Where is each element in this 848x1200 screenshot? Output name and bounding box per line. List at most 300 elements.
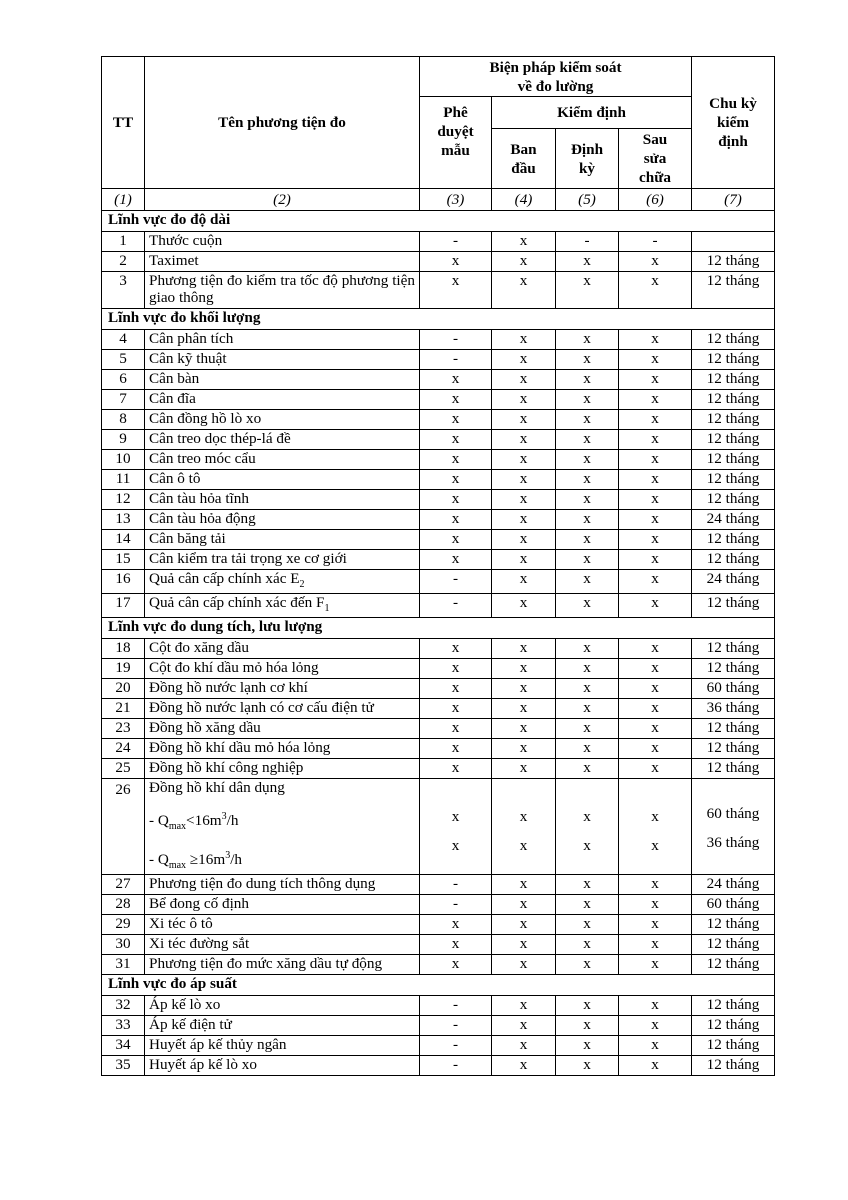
cell-tt: 25 (102, 759, 145, 779)
cell-cycle: 12 tháng (692, 252, 775, 272)
col-index-cell: (7) (692, 189, 775, 211)
cell-cycle: 60 tháng (692, 895, 775, 915)
cell-after-repair: x (619, 490, 692, 510)
cell-periodic: x (556, 895, 619, 915)
cell-name: Áp kế điện tử (145, 1016, 420, 1036)
header-approval-line1: Phê (443, 104, 468, 121)
cell-after-repair: x (619, 350, 692, 370)
header-initial (492, 129, 556, 189)
cell-name (145, 779, 420, 875)
name-subscript: 1 (324, 603, 330, 615)
cell-tt: 29 (102, 915, 145, 935)
cell-initial: x (492, 875, 556, 895)
cell-initial: x (492, 410, 556, 430)
cell-initial: x (492, 1056, 556, 1076)
table-row (102, 659, 775, 679)
cell-name: Cân kiểm tra tải trọng xe cơ giới (145, 550, 420, 570)
cell-initial: x (492, 550, 556, 570)
cell-name (145, 594, 420, 618)
cell-after-repair: x (619, 570, 692, 594)
cell-name: Cân tàu hỏa động (145, 510, 420, 530)
cell-tt: 35 (102, 1056, 145, 1076)
cell-cycle: 24 tháng (692, 510, 775, 530)
cell-after-repair: x (619, 430, 692, 450)
col-index-cell: (2) (145, 189, 420, 211)
table-row (102, 232, 775, 252)
cell-type-approval: x (420, 699, 492, 719)
cell-cycle: 12 tháng (692, 739, 775, 759)
cell-cycle: 12 tháng (692, 996, 775, 1016)
column-index-row (102, 189, 775, 211)
cell-periodic: x (556, 915, 619, 935)
cell-initial: x (492, 370, 556, 390)
cell-periodic: x (556, 410, 619, 430)
section-row (102, 309, 775, 330)
table-row (102, 719, 775, 739)
header-cycle-line1: Chu kỳ (709, 95, 757, 112)
cell-cycle: 12 tháng (692, 350, 775, 370)
cell-periodic: x (556, 570, 619, 594)
cell-type-approval: x (420, 410, 492, 430)
cell-type-approval: x (420, 639, 492, 659)
table-row (102, 510, 775, 530)
cell-tt: 31 (102, 955, 145, 975)
cell-after-repair: x (619, 1016, 692, 1036)
cell-periodic: x (556, 550, 619, 570)
val: 36 tháng (706, 834, 760, 852)
cell-cycle: 12 tháng (692, 550, 775, 570)
header-tt: TT (102, 57, 145, 189)
header-after-repair (619, 129, 692, 189)
cell-initial: x (492, 350, 556, 370)
cell-after-repair: x (619, 895, 692, 915)
cell-name: Taximet (145, 252, 420, 272)
cell-after-repair: x (619, 915, 692, 935)
name-text: Đồng hồ khí dân dụng (149, 779, 285, 797)
cell-after-repair: x (619, 450, 692, 470)
cell-cycle: 12 tháng (692, 490, 775, 510)
table-row (102, 410, 775, 430)
cell-name: Cân băng tải (145, 530, 420, 550)
cell-initial: x (492, 659, 556, 679)
header-type-approval (420, 97, 492, 189)
cell-type-approval: x (420, 739, 492, 759)
table-row (102, 779, 775, 875)
cell-type-approval: x (420, 915, 492, 935)
section-row (102, 618, 775, 639)
cell-after-repair: x (619, 370, 692, 390)
section-volume-title: Lĩnh vực đo dung tích, lưu lượng (102, 618, 775, 639)
cell-name: Xi téc ô tô (145, 915, 420, 935)
name-text: Quả cân cấp chính xác đến F (149, 594, 325, 612)
cell-after-repair: x (619, 410, 692, 430)
table-body (102, 189, 775, 1076)
cell-type-approval: x (420, 390, 492, 410)
cell-periodic: x (556, 935, 619, 955)
table-row (102, 550, 775, 570)
cell-periodic: x (556, 450, 619, 470)
cell-periodic: x (556, 955, 619, 975)
cell-after-repair: x (619, 759, 692, 779)
cell-name: Cân kỹ thuật (145, 350, 420, 370)
cell-periodic: x (556, 679, 619, 699)
val: x (451, 837, 460, 855)
col-index-cell: (4) (492, 189, 556, 211)
cell-name: Phương tiện đo kiểm tra tốc độ phương tiện giao thông (145, 272, 420, 309)
cell-after-repair: x (619, 390, 692, 410)
cell-initial: x (492, 490, 556, 510)
cell-type-approval: - (420, 232, 492, 252)
cell-after-repair (619, 779, 692, 875)
cell-cycle: 12 tháng (692, 659, 775, 679)
cell-tt: 2 (102, 252, 145, 272)
cell-periodic: x (556, 390, 619, 410)
cell-name: Cân đồng hồ lò xo (145, 410, 420, 430)
sub2-subscript: max (168, 860, 187, 872)
table-row (102, 370, 775, 390)
cell-initial: x (492, 594, 556, 618)
col-index-cell: (6) (619, 189, 692, 211)
header-after-repair-line2: sửa (643, 150, 667, 167)
cell-periodic: x (556, 350, 619, 370)
cell-name: Cân treo dọc thép-lá đề (145, 430, 420, 450)
header-after-repair-line1: Sau (642, 131, 668, 148)
header-control-measures (420, 57, 692, 97)
cell-tt: 21 (102, 699, 145, 719)
cell-cycle: 12 tháng (692, 410, 775, 430)
header-approval-line2: duyệt (437, 123, 474, 140)
cell-periodic: x (556, 996, 619, 1016)
cell-tt: 20 (102, 679, 145, 699)
measuring-instruments-table (101, 56, 775, 1076)
header-after-repair-line3: chữa (639, 169, 671, 186)
cell-periodic: x (556, 1056, 619, 1076)
cell-type-approval: x (420, 530, 492, 550)
cell-initial: x (492, 272, 556, 309)
cell-type-approval: x (420, 450, 492, 470)
cell-tt: 8 (102, 410, 145, 430)
cell-type-approval: x (420, 679, 492, 699)
cell-type-approval: - (420, 594, 492, 618)
table-row (102, 252, 775, 272)
cell-tt: 19 (102, 659, 145, 679)
cell-cycle: 12 tháng (692, 915, 775, 935)
cell-type-approval: - (420, 1016, 492, 1036)
header-periodic-line2: kỳ (578, 159, 596, 177)
cell-after-repair: x (619, 330, 692, 350)
cell-after-repair: x (619, 875, 692, 895)
val: x (583, 837, 591, 855)
cell-cycle: 12 tháng (692, 935, 775, 955)
header-periodic (556, 129, 619, 189)
cell-type-approval: x (420, 430, 492, 450)
cell-periodic: x (556, 739, 619, 759)
cell-cycle: 12 tháng (692, 594, 775, 618)
cell-after-repair: x (619, 470, 692, 490)
col-index-cell: (3) (420, 189, 492, 211)
table-row (102, 594, 775, 618)
cell-after-repair: x (619, 679, 692, 699)
cell-tt: 18 (102, 639, 145, 659)
cell-name (145, 570, 420, 594)
cell-periodic: x (556, 1016, 619, 1036)
table-row (102, 1036, 775, 1056)
cell-name: Đồng hồ xăng dầu (145, 719, 420, 739)
cell-initial: x (492, 739, 556, 759)
cell-after-repair: x (619, 719, 692, 739)
cell-cycle (692, 232, 775, 252)
cell-tt: 1 (102, 232, 145, 252)
sub-item-small-flow (149, 808, 415, 835)
table-row (102, 935, 775, 955)
cell-cycle (692, 779, 775, 875)
cell-periodic: x (556, 594, 619, 618)
table-row (102, 1016, 775, 1036)
cell-initial: x (492, 719, 556, 739)
cell-initial: x (492, 915, 556, 935)
cell-cycle: 12 tháng (692, 719, 775, 739)
cell-periodic: x (556, 252, 619, 272)
cell-periodic: x (556, 272, 619, 309)
cell-cycle: 24 tháng (692, 875, 775, 895)
cell-name: Cân tàu hỏa tĩnh (145, 490, 420, 510)
cell-tt: 12 (102, 490, 145, 510)
cell-tt: 33 (102, 1016, 145, 1036)
cell-cycle: 12 tháng (692, 639, 775, 659)
val: x (519, 837, 528, 855)
cell-periodic: x (556, 470, 619, 490)
sub1-sup: 3 (221, 811, 227, 823)
cell-cycle: 12 tháng (692, 1036, 775, 1056)
cell-initial: x (492, 679, 556, 699)
cell-name: Bể đong cố định (145, 895, 420, 915)
cell-name: Đồng hồ khí dầu mỏ hóa lỏng (145, 739, 420, 759)
cell-periodic: x (556, 659, 619, 679)
cell-type-approval: - (420, 1036, 492, 1056)
cell-tt: 32 (102, 996, 145, 1016)
cell-tt: 34 (102, 1036, 145, 1056)
cell-cycle: 12 tháng (692, 330, 775, 350)
sub2-unit: /h (230, 851, 243, 869)
cell-type-approval: - (420, 570, 492, 594)
cell-type-approval: x (420, 955, 492, 975)
cell-initial: x (492, 390, 556, 410)
cell-type-approval: x (420, 490, 492, 510)
cell-cycle: 12 tháng (692, 759, 775, 779)
cell-after-repair: x (619, 530, 692, 550)
sub1-rest: <16m (186, 812, 222, 830)
cell-periodic: x (556, 719, 619, 739)
section-length-title: Lĩnh vực đo độ dài (102, 211, 775, 232)
cell-tt: 14 (102, 530, 145, 550)
cell-cycle: 12 tháng (692, 470, 775, 490)
cell-type-approval: x (420, 759, 492, 779)
cell-tt: 11 (102, 470, 145, 490)
cell-initial: x (492, 530, 556, 550)
cell-initial: x (492, 232, 556, 252)
name-subscript: 2 (299, 579, 305, 591)
section-mass-title: Lĩnh vực đo khối lượng (102, 309, 775, 330)
val: x (583, 808, 591, 826)
cell-type-approval: x (420, 510, 492, 530)
cell-initial: x (492, 1036, 556, 1056)
cell-type-approval: x (420, 252, 492, 272)
cell-tt: 26 (102, 779, 145, 875)
cell-tt: 15 (102, 550, 145, 570)
val: 60 tháng (706, 805, 760, 823)
cell-tt: 4 (102, 330, 145, 350)
cell-name: Đồng hồ nước lạnh cơ khí (145, 679, 420, 699)
cell-initial: x (492, 996, 556, 1016)
cell-type-approval: x (420, 935, 492, 955)
cell-tt: 17 (102, 594, 145, 618)
table-row (102, 430, 775, 450)
section-row (102, 975, 775, 996)
cell-after-repair: x (619, 996, 692, 1016)
cell-after-repair: x (619, 639, 692, 659)
cell-cycle: 12 tháng (692, 1016, 775, 1036)
header-verification: Kiểm định (492, 97, 692, 129)
cell-periodic: x (556, 490, 619, 510)
table-row (102, 639, 775, 659)
cell-type-approval: - (420, 895, 492, 915)
cell-initial: x (492, 450, 556, 470)
cell-cycle: 36 tháng (692, 699, 775, 719)
cell-name: Phương tiện đo mức xăng dầu tự động (145, 955, 420, 975)
table-row (102, 955, 775, 975)
cell-periodic: x (556, 699, 619, 719)
header-initial-line1: Ban (510, 140, 537, 158)
cell-after-repair: x (619, 955, 692, 975)
cell-initial: x (492, 639, 556, 659)
cell-tt: 27 (102, 875, 145, 895)
cell-initial: x (492, 759, 556, 779)
cell-initial: x (492, 1016, 556, 1036)
section-row (102, 211, 775, 232)
col-index-cell: (5) (556, 189, 619, 211)
cell-initial: x (492, 955, 556, 975)
cell-cycle: 12 tháng (692, 1056, 775, 1076)
table-row (102, 530, 775, 550)
cell-periodic: x (556, 639, 619, 659)
cell-periodic: x (556, 875, 619, 895)
cell-cycle: 12 tháng (692, 430, 775, 450)
cell-name: Cân đĩa (145, 390, 420, 410)
cell-initial: x (492, 510, 556, 530)
cell-type-approval: x (420, 659, 492, 679)
cell-tt: 7 (102, 390, 145, 410)
cell-cycle: 60 tháng (692, 679, 775, 699)
cell-initial: x (492, 470, 556, 490)
cell-initial: x (492, 330, 556, 350)
cell-after-repair: x (619, 252, 692, 272)
table-row (102, 490, 775, 510)
cell-periodic: x (556, 1036, 619, 1056)
cell-tt: 28 (102, 895, 145, 915)
cell-cycle: 12 tháng (692, 272, 775, 309)
cell-initial: x (492, 699, 556, 719)
cell-initial (492, 779, 556, 875)
table-row (102, 915, 775, 935)
header-cycle (692, 57, 775, 189)
header-approval-line3: mẫu (441, 142, 470, 159)
cell-type-approval: - (420, 330, 492, 350)
cell-cycle: 12 tháng (692, 390, 775, 410)
name-text: Quả cân cấp chính xác E (149, 570, 300, 587)
table-row (102, 996, 775, 1016)
cell-cycle: 24 tháng (692, 570, 775, 594)
table-row (102, 390, 775, 410)
table-row (102, 470, 775, 490)
table-row (102, 759, 775, 779)
table-row (102, 699, 775, 719)
cell-tt: 10 (102, 450, 145, 470)
val: x (651, 808, 659, 826)
col-index-cell: (1) (102, 189, 145, 211)
cell-cycle: 12 tháng (692, 370, 775, 390)
cell-tt: 23 (102, 719, 145, 739)
cell-tt: 3 (102, 272, 145, 309)
cell-type-approval: x (420, 470, 492, 490)
table-row (102, 739, 775, 759)
val: x (519, 808, 528, 826)
cell-after-repair: x (619, 1036, 692, 1056)
header-instrument-name: Tên phương tiện đo (145, 57, 420, 189)
table-row (102, 1056, 775, 1076)
cell-after-repair: - (619, 232, 692, 252)
table-row (102, 679, 775, 699)
sub2-rest: ≥16m (186, 851, 226, 869)
cell-initial: x (492, 895, 556, 915)
cell-after-repair: x (619, 935, 692, 955)
cell-tt: 24 (102, 739, 145, 759)
header-control-line2: về đo lường (517, 77, 594, 95)
sub1-unit: /h (226, 812, 239, 830)
cell-after-repair: x (619, 272, 692, 309)
cell-name: Cân bàn (145, 370, 420, 390)
cell-name: Đồng hồ khí công nghiệp (145, 759, 420, 779)
cell-type-approval (420, 779, 492, 875)
table-row (102, 330, 775, 350)
cell-periodic: x (556, 530, 619, 550)
cell-after-repair: x (619, 1056, 692, 1076)
header-periodic-line1: Định (570, 140, 604, 158)
cell-tt: 9 (102, 430, 145, 450)
cell-name: Áp kế lò xo (145, 996, 420, 1016)
cell-periodic: x (556, 370, 619, 390)
table-row (102, 450, 775, 470)
sub2-prefix: - Q (149, 851, 169, 869)
cell-type-approval: - (420, 875, 492, 895)
table-row (102, 895, 775, 915)
cell-name: Huyết áp kế lò xo (145, 1056, 420, 1076)
cell-name: Huyết áp kế thủy ngân (145, 1036, 420, 1056)
cell-cycle: 12 tháng (692, 955, 775, 975)
cell-initial: x (492, 252, 556, 272)
cell-periodic: x (556, 759, 619, 779)
cell-tt: 30 (102, 935, 145, 955)
cell-tt: 5 (102, 350, 145, 370)
cell-type-approval: x (420, 550, 492, 570)
cell-type-approval: x (420, 272, 492, 309)
cell-name: Cân phân tích (145, 330, 420, 350)
sub-item-large-flow (149, 847, 415, 874)
val: x (651, 837, 659, 855)
cell-cycle: 12 tháng (692, 450, 775, 470)
section-pressure-title: Lĩnh vực đo áp suất (102, 975, 775, 996)
cell-after-repair: x (619, 550, 692, 570)
cell-name: Cân ô tô (145, 470, 420, 490)
